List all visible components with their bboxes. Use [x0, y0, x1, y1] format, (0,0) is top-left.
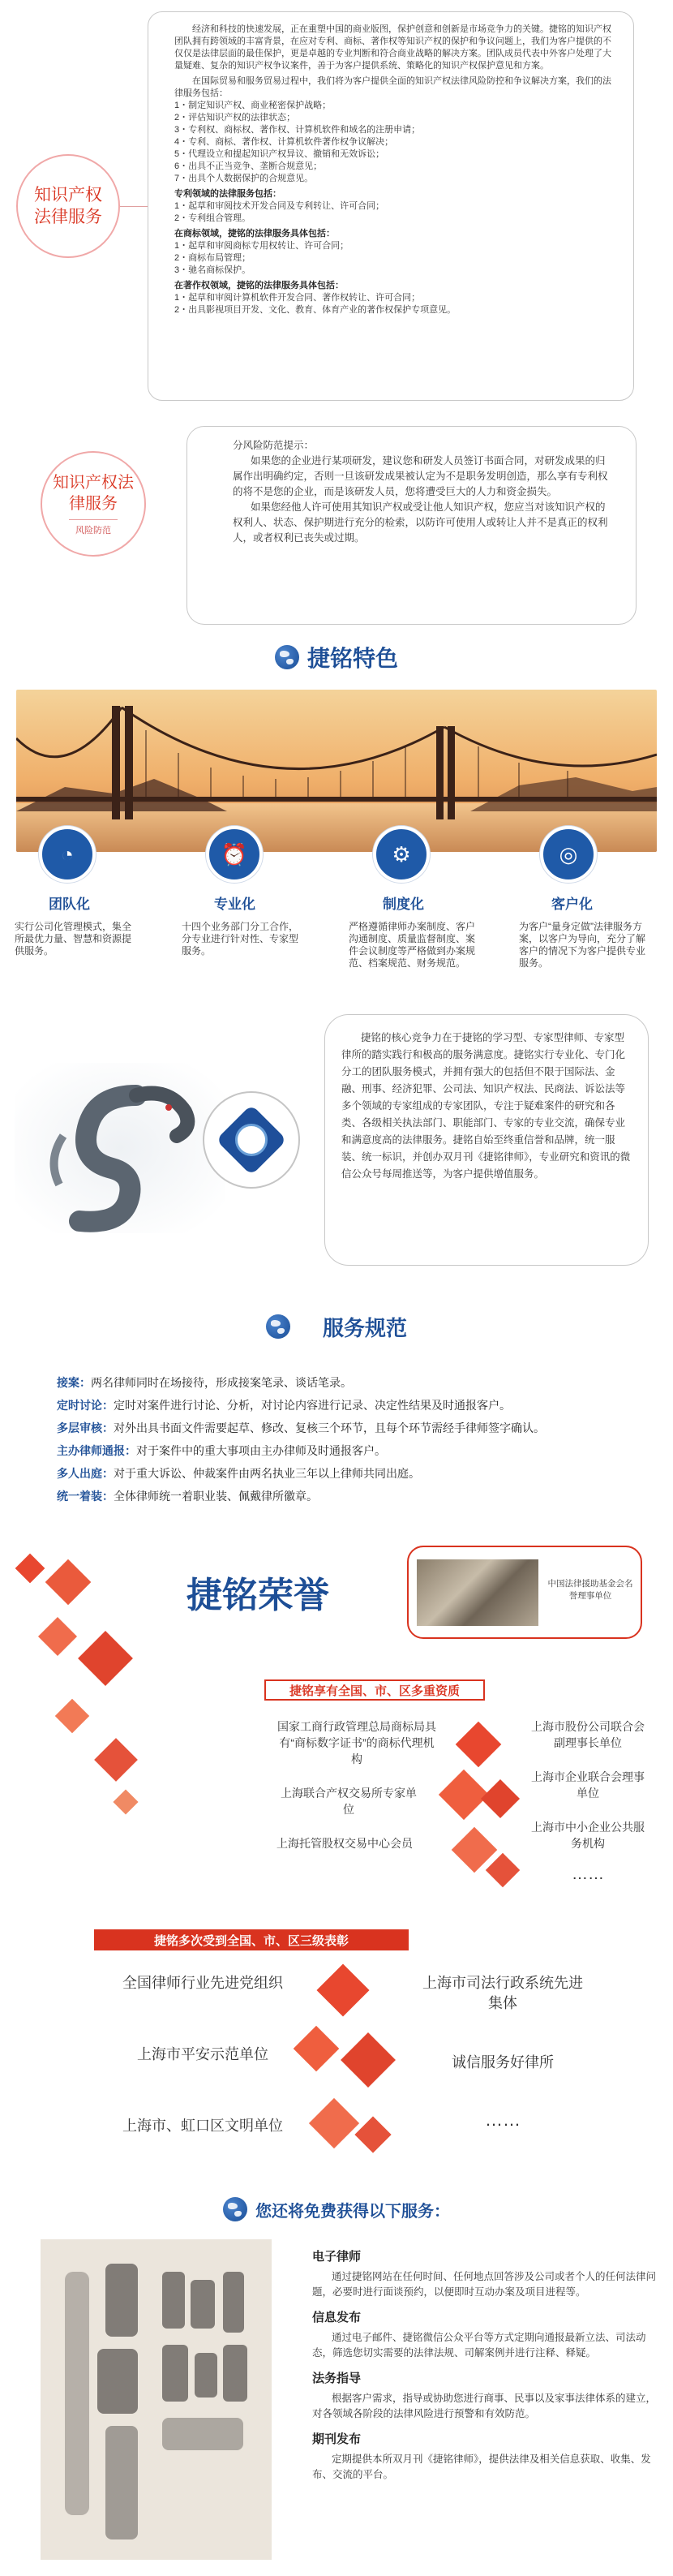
team-icon: ◔ [39, 826, 96, 883]
norm-key: 统一着装： [57, 1490, 114, 1503]
feature-text: 严格遵循律师办案制度、客户沟通制度、质量监督制度、案件会议制度等严格做到办案规范、档案规范、财务规范。 [349, 921, 476, 969]
norms-heading-text: 服务规范 [322, 1315, 407, 1340]
honor-right-3: 上海市中小企业公共服务机构 [531, 1821, 645, 1850]
services-heading [0, 2195, 673, 2224]
norm-item [57, 1485, 641, 1507]
dragon-picture [15, 1063, 225, 1233]
service-text: 根据客户需求，指导或协助您进行商事、民事以及家事法律体系的建立，对各领域各阶段的法律风险进行预警和有效防范。 [312, 2393, 657, 2419]
list-item: 1・制定知识产权、商业秘密保护战略； [174, 101, 332, 110]
honor-left-1: 国家工商行政管理总局商标局具有“商标数字证书”的商标代理机构 [277, 1720, 436, 1765]
honor2-right-3: …… [485, 2109, 521, 2130]
features-heading-text: 捷铭特色 [306, 646, 398, 671]
clock-icon: ⏰ [206, 826, 263, 883]
honor2-right-2: 诚信服务好律所 [452, 2054, 554, 2071]
service-title: 法务指导 [312, 2372, 362, 2385]
honor2-left-3: 上海市、虹口区文明单位 [122, 2118, 283, 2134]
honor-right-1: 上海市股份公司联合会副理事长单位 [531, 1720, 645, 1749]
list-item: 1・起草和审阅技术开发合同及专利转让、许可合同； [174, 201, 385, 211]
risk-circle-title: 知识产权法律服务 [53, 473, 134, 513]
decorative-cubes [11, 1542, 165, 1817]
cube-cluster [438, 1720, 527, 1907]
ip-services-box [148, 11, 634, 401]
norm-item [57, 1371, 641, 1394]
list-item: 2・出具影视项目开发、文化、教育、体育产业的著作权保护专项意见。 [174, 305, 457, 315]
team-text: 捷铭的核心竞争力在于捷铭的学习型、专家型律师、专家型律所的踏实践行和极高的服务满意度。捷铭实行专业化、专门化分工的团队服务模式，并拥有强大的包括但不限于国际法、金融、刑事、经济犯罪、公司法、知识产权法、民商法、诉讼法等多个领域的专家组成的专家团队，专注于疑难案件的研究和各类、各级相关执法部门、职能部门、专家的专业交流，确保专业和满意度高的法律服务。捷铭自始至终重信誉和品牌，统一服装、统一标识，并创办双月刊《捷铭律师》，专业研究和资讯的微信公众号每周推送等，为客户提供增值服务。 [341, 1032, 631, 1180]
norm-key: 定时讨论： [57, 1399, 114, 1412]
risk-p2: 如果您经他人许可使用其知识产权或受让他人知识产权，您应当对该知识产权的权利人、状态、保护期进行充分的检索，以防许可使用人或转让人并不是真正的权利人，或者权利已丧失或过期。 [233, 501, 608, 544]
honor-banner-1: 捷铭享有全国、市、区多重资质 [264, 1679, 485, 1701]
ip-services-list [174, 100, 617, 185]
norm-value: 对外出具书面文件需要起草、修改、复核三个环节，且每个环节需经手律师签字确认。 [114, 1421, 545, 1434]
honor-left-3: 上海托管股权交易中心会员 [276, 1837, 413, 1850]
list-item: 2・评估知识产权的法律状态； [174, 113, 296, 123]
list-item: 5・代理设立和提起知识产权异议、撤销和无效诉讼； [174, 149, 385, 159]
norm-value: 两名律师同时在场接待，形成接案笔录、谈话笔录。 [91, 1376, 352, 1389]
norm-key: 接案： [57, 1376, 91, 1389]
norm-value: 全体律师统一着职业装、佩戴律所徽章。 [114, 1490, 318, 1503]
honor-left-2: 上海联合产权交易所专家单位 [281, 1787, 417, 1816]
services-heading-text: 您还将免费获得以下服务： [255, 2202, 450, 2221]
features-heading [0, 641, 673, 673]
risk-box [186, 426, 637, 625]
feature-pro [182, 892, 336, 957]
patent-title: 专利领域的法律服务包括： [174, 189, 281, 199]
globe-icon [275, 645, 299, 669]
gear-icon: ⚙ [373, 826, 430, 883]
norms-list [57, 1371, 641, 1507]
service-text: 通过电子邮件、捷铭微信公众平台等方式定期向通报最新立法、司法动态，筛选您切实需要的法律法规、司解案例并进行注释、释疑。 [312, 2332, 646, 2359]
copyright-title: 在著作权领域，捷铭的法律服务具体包括： [174, 281, 344, 290]
service-text: 通过捷铭网站在任何时间、任何地点回答涉及公司或者个人的任何法律问题，必要时进行面谈预约，以便即时互动办案及项目进程等。 [312, 2271, 657, 2298]
feature-title: 客户化 [551, 897, 593, 912]
norm-item [57, 1462, 641, 1485]
honor2-left-2: 上海市平安示范单位 [137, 2046, 268, 2062]
honor-right-2: 上海市企业联合会理事单位 [531, 1770, 645, 1800]
ip-intro: 经济和科技的快速发展，正在重塑中国的商业版图，保护创意和创新是市场竞争力的关键。捷铭的知识产权团队拥有跨领域的丰富背景，在应对专利、商标、著作权等知识产权的保护和争议问题上，我们为客户提供的不仅仅是法律层面的最佳保护，更是卓越的专业判断和符合商业战略的解决方案。团队成员代表中外客户处理了大量疑难、复杂的知识产权争议案件，善于为客户提供系统、策略化的知识产权保护意见和方案。 [174, 24, 611, 71]
list-item: 1・起草和审阅商标专用权转让、许可合同； [174, 241, 349, 251]
feature-title: 专业化 [214, 897, 255, 912]
cube-cluster [292, 1959, 414, 2178]
list-item: 2・专利组合管理。 [174, 213, 251, 223]
norm-key: 主办律师通报： [57, 1444, 136, 1457]
honor-cubes-1 [438, 1720, 527, 1907]
connector-line [120, 206, 148, 207]
firm-logo-emblem [235, 1124, 268, 1156]
honor2-right-1: 上海市司法行政系统先进集体 [422, 1975, 583, 2011]
list-item: 7・出具个人数据保护的合规意见。 [174, 174, 314, 183]
calligraphy-picture [41, 2239, 272, 2560]
service-title: 期刊发布 [312, 2432, 362, 2446]
norm-item [57, 1417, 641, 1439]
list-item: 3・专利权、商标权、著作权、计算机软件和域名的注册申请； [174, 125, 421, 135]
list-item: 4・专利、商标、著作权、计算机软件著作权争议解决； [174, 137, 394, 147]
globe-icon [223, 2197, 247, 2221]
honor-photo-caption: 中国法律援助基金会名誉理事单位 [547, 1579, 633, 1601]
feature-client [519, 892, 661, 970]
norm-item [57, 1394, 641, 1417]
honor-decoration [11, 1542, 165, 1817]
feature-title: 团队化 [49, 897, 90, 912]
list-item: 3・驰名商标保护。 [174, 265, 251, 275]
service-item [312, 2308, 661, 2361]
list-item: 1・起草和审阅计算机软件开发合同、著作权转让、许可合同； [174, 293, 421, 303]
norms-heading [0, 1310, 673, 1343]
calligraphy-image [41, 2239, 272, 2560]
honor2-left-1: 全国律师行业先进党组织 [122, 1975, 283, 1991]
norm-key: 多层审核： [57, 1421, 114, 1434]
norm-value: 对于重大诉讼、仲裁案件由两名执业三年以上律师共同出庭。 [114, 1467, 420, 1480]
service-title: 信息发布 [312, 2311, 362, 2324]
ip-services-lead: 在国际贸易和服务贸易过程中，我们将为客户提供全面的知识产权法律风险防控和争议解决方案，我们的法律服务包括： [174, 76, 611, 98]
list-item: 6・出具不正当竞争、垄断合规意见； [174, 161, 323, 171]
honor-banner-2: 捷铭多次受到全国、市、区三级表彰 [94, 1929, 409, 1950]
ip-service-circle-title: 知识产权法律服务 [34, 186, 102, 226]
spacer [188, 1112, 189, 1160]
service-item [312, 2247, 661, 2300]
norm-key: 多人出庭： [57, 1467, 114, 1480]
list-item: 2・商标布局管理； [174, 253, 251, 263]
trademark-title: 在商标领域，捷铭的法律服务具体包括： [174, 229, 335, 239]
service-title: 电子律师 [312, 2250, 362, 2264]
feature-text: 为客户“量身定做”法律服务方案，以客户为导向，充分了解客户的情况下为客户提供专业服务。 [519, 921, 646, 969]
service-item [312, 2430, 661, 2483]
service-text: 定期提供本所双月刊《捷铭律师》，提供法律及相关信息获取、收集、发布、交流的平台。 [312, 2453, 651, 2480]
target-icon: ◎ [540, 826, 597, 883]
feature-team [15, 892, 169, 957]
honors-heading: 捷铭荣誉 [186, 1576, 329, 1615]
norm-value: 定时对案件进行讨论、分析，对讨论内容进行记录、决定性结果及时通报客户。 [114, 1399, 511, 1412]
feature-title: 制度化 [383, 897, 424, 912]
honor-photo-frame [407, 1546, 642, 1639]
norm-value: 对于案件中的重大事项由主办律师及时通报客户。 [136, 1444, 386, 1457]
firm-logo [216, 1104, 287, 1176]
feature-text: 实行公司化管理模式，集全所最优力量、智慧和资源提供服务。 [15, 921, 132, 957]
honor-photo [417, 1559, 538, 1626]
feature-system [349, 892, 503, 970]
dragon-image [15, 1063, 225, 1233]
honor-cubes-2 [292, 1959, 414, 2178]
team-box [324, 1014, 649, 1266]
honor-right-4: …… [572, 1865, 604, 1883]
globe-icon [266, 1314, 290, 1339]
risk-title: 分风险防范提示： [233, 440, 315, 451]
service-item [312, 2369, 661, 2422]
firm-logo-circle [203, 1091, 300, 1189]
risk-circle [41, 451, 146, 557]
risk-p1: 如果您的企业进行某项研发，建议您和研发人员签订书面合同，对研发成果的归属作出明确约定，否则一旦该研发成果被认定为不是职务发明创造，那么享有专利权的将不是您的企业，而是该研发人员，您将遭受巨大的人力和资金损失。 [233, 455, 608, 497]
ip-service-circle [16, 154, 120, 258]
norm-item [57, 1439, 641, 1462]
services-list [312, 2247, 661, 2483]
risk-circle-sub: 风险防范 [69, 519, 118, 536]
feature-text: 十四个业务部门分工合作，分专业进行针对性、专家型服务。 [182, 921, 299, 957]
